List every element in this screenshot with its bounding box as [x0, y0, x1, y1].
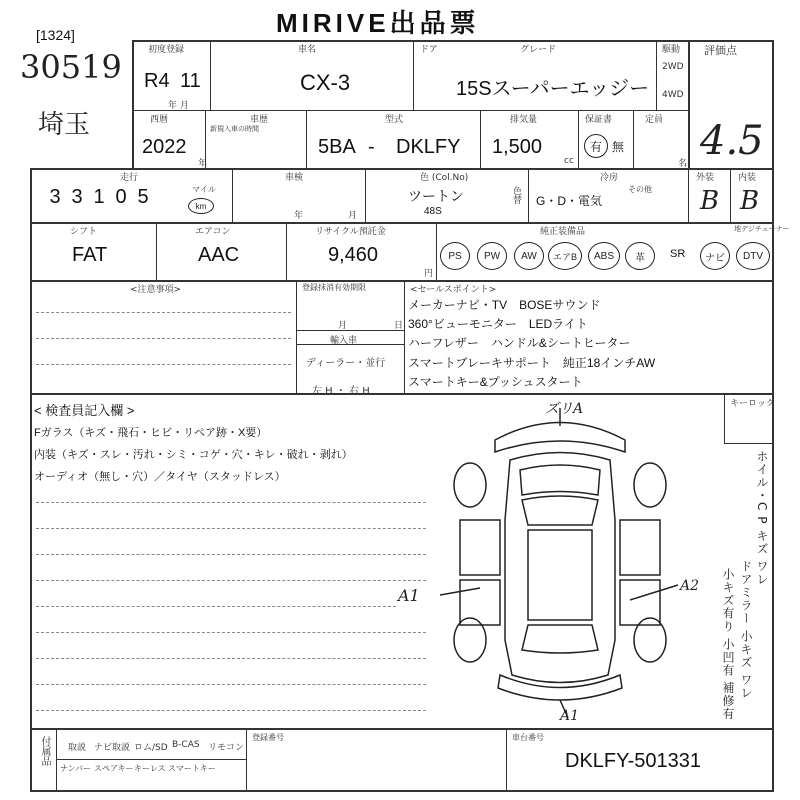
cooling-options: G・D・電気	[536, 194, 603, 208]
cooling-other: その他	[628, 185, 652, 194]
equip-navi: ナビ	[700, 242, 730, 270]
dtv-label: 地デジチューナー	[734, 225, 790, 233]
hood	[520, 465, 600, 495]
reg-year: R4	[144, 70, 170, 92]
grade-label: グレード	[520, 45, 557, 55]
inspection-month: 月	[348, 211, 358, 221]
sales-points-label: <セールスポイント>	[410, 285, 497, 295]
model-prefix: 5BA	[318, 136, 356, 158]
color-value: ツートン	[408, 188, 464, 204]
remote-label: リモコン	[208, 743, 245, 753]
reg-expiry-label: 登録抹消有効期限	[302, 283, 366, 292]
equip-pw: PW	[477, 242, 507, 270]
aircon-label: エアコン	[195, 227, 231, 237]
year-label: 西暦	[150, 115, 169, 125]
equip-dtv: DTV	[736, 242, 770, 270]
eval-label: 評価点	[704, 44, 737, 57]
mark-top: ズリA	[545, 401, 584, 417]
side-note-repair: 小キズ有り 小凹有 補修有	[721, 568, 735, 721]
model-label: 型式	[385, 115, 404, 125]
warranty-no: 無	[612, 140, 625, 154]
prefecture: 埼玉	[38, 110, 91, 140]
glass-note: Fガラス（キズ・飛石・ヒビ・リペア跡・X要）	[34, 427, 268, 439]
mark-bottom: A1	[560, 708, 580, 724]
sales-point: スマートブレーキサポート 純正18インチAW	[408, 356, 656, 370]
navi-manual-label: ナビ取説	[94, 743, 131, 753]
shift-label: シフト	[70, 227, 98, 237]
drive-4wd: 4WD	[662, 90, 684, 100]
windshield	[522, 496, 598, 525]
mileage-digit: 3	[71, 186, 83, 208]
aircon-value: AAC	[198, 244, 240, 266]
bcas-label: B-CAS	[172, 740, 200, 750]
model-year: 2022	[142, 136, 187, 158]
equip-leather: 革	[625, 242, 655, 270]
reg-number-label: 登録番号	[252, 733, 284, 742]
handle-label: 左 H ・ 右 H	[312, 386, 370, 397]
rom-label: ロム/SD	[134, 743, 168, 753]
spare-key-label: スペアキー	[94, 764, 134, 773]
drive-2wd: 2WD	[662, 62, 684, 72]
grade: 15Sスーパーエッジー	[456, 78, 650, 100]
chassis-label: 車台番号	[512, 733, 544, 742]
exterior-label: 外装	[696, 173, 715, 183]
inspection-year: 年	[294, 211, 304, 221]
repaint-label: 色替	[511, 186, 521, 204]
color-label: 色 (Col.No)	[420, 173, 469, 183]
wheel-fr	[634, 463, 666, 507]
mileage-digit: 1	[93, 186, 105, 208]
reg-label: 初度登録	[148, 45, 185, 55]
drive-label: 駆動	[662, 45, 681, 55]
lot-number: 30519	[20, 48, 122, 86]
equip-abs: ABS	[588, 242, 620, 270]
lot-id: [1324]	[36, 27, 75, 43]
recycle-value: 9,460	[328, 244, 379, 266]
interior-label: 内装	[738, 173, 757, 183]
recycle-label: リサイクル預託金	[315, 227, 386, 237]
form-title: MIRIVE出品票	[276, 8, 480, 38]
audio-note: オーディオ（無し・穴）／タイヤ（スタッドレス）	[34, 471, 286, 483]
shift-value: FAT	[72, 244, 108, 266]
sales-point: スマートキー&プッシュスタート	[408, 375, 583, 389]
roof	[528, 530, 592, 620]
sales-point: 360°ビューモニター LEDライト	[408, 317, 588, 331]
history-sub-label: 新規入車の時間	[210, 125, 259, 133]
exterior-grade: B	[700, 186, 720, 216]
smart-key-label: スマートキー	[168, 764, 216, 773]
model-separator: -	[368, 136, 375, 158]
keyless-label: キーレス	[134, 764, 166, 773]
side-note-wheel: ホイル・C P キズ ワレ	[755, 450, 769, 587]
mileage-label: 走行	[120, 173, 139, 183]
import-label: 輸入車	[330, 336, 358, 346]
equip-aw: AW	[514, 242, 544, 270]
mark-left: A1	[398, 586, 420, 605]
options-label: 純正装備品	[540, 227, 586, 237]
reg-month: 11	[180, 70, 201, 92]
year-suffix: 年	[198, 159, 208, 169]
dealer-label: ディーラー・並行	[306, 358, 386, 369]
expiry-day: 日	[394, 321, 404, 331]
unit-mile: マイル	[192, 185, 216, 194]
mark-line-right	[630, 585, 678, 600]
chassis-number: DKLFY-501331	[565, 750, 702, 772]
attached-label: 付属品	[39, 736, 50, 766]
manual-label: 取説	[68, 743, 87, 753]
side-note-mirror: ドアミラー 小キズ ワレ	[739, 560, 753, 700]
mileage-digit: 0	[115, 186, 127, 208]
interior-grade: B	[740, 186, 760, 216]
displacement: 1,500	[492, 136, 543, 158]
door-fl	[460, 520, 500, 575]
car-name-label: 車名	[298, 45, 317, 55]
capacity-label: 定員	[645, 115, 664, 125]
rear-window	[522, 625, 598, 653]
eval-score: 4.5	[700, 118, 764, 164]
wheel-fl	[454, 463, 486, 507]
door-fr	[620, 520, 660, 575]
mileage-digits	[44, 186, 154, 209]
cc-unit: cc	[564, 156, 574, 166]
history-label: 車歴	[250, 115, 269, 125]
mileage-digit: 3	[49, 186, 61, 208]
model-code: DKLFY	[396, 136, 461, 158]
front-bumper	[495, 423, 625, 453]
displacement-label: 排気量	[510, 115, 538, 125]
door-label: ドア	[420, 45, 438, 55]
equip-ps: PS	[440, 242, 470, 270]
unit-km: km	[188, 198, 214, 214]
caution-label: <注意事項>	[130, 285, 182, 295]
inspection-label: 車検	[285, 173, 304, 183]
sales-point: メーカーナビ・TV BOSEサウンド	[408, 298, 601, 312]
plate-label: ナンバー	[60, 764, 92, 773]
car-damage-diagram	[440, 400, 680, 720]
yen-unit: 円	[424, 269, 434, 279]
car-name: CX-3	[300, 70, 351, 95]
inspection-title: < 検査員記入欄 >	[34, 403, 135, 418]
equip-airbag: エアB	[548, 242, 582, 270]
sales-point: ハーフレザー ハンドル&シートヒーター	[408, 336, 631, 350]
expiry-month: 月	[338, 321, 348, 331]
color-code: 48S	[424, 206, 442, 217]
warranty-yes: 有	[584, 134, 608, 158]
key-lock-label: キーロック	[730, 399, 775, 409]
interior-note: 内装（キズ・スレ・汚れ・シミ・コゲ・穴・キレ・破れ・剥れ）	[34, 449, 353, 461]
capacity-suffix: 名	[678, 159, 688, 169]
year-month-label: 年 月	[168, 101, 189, 111]
mileage-digit: 5	[137, 186, 149, 208]
equip-sr: SR	[670, 248, 686, 260]
rear-bumper	[498, 675, 622, 700]
mark-right: A2	[680, 578, 700, 594]
warranty-label: 保証書	[585, 115, 613, 125]
cooling-label: 冷房	[600, 173, 619, 183]
